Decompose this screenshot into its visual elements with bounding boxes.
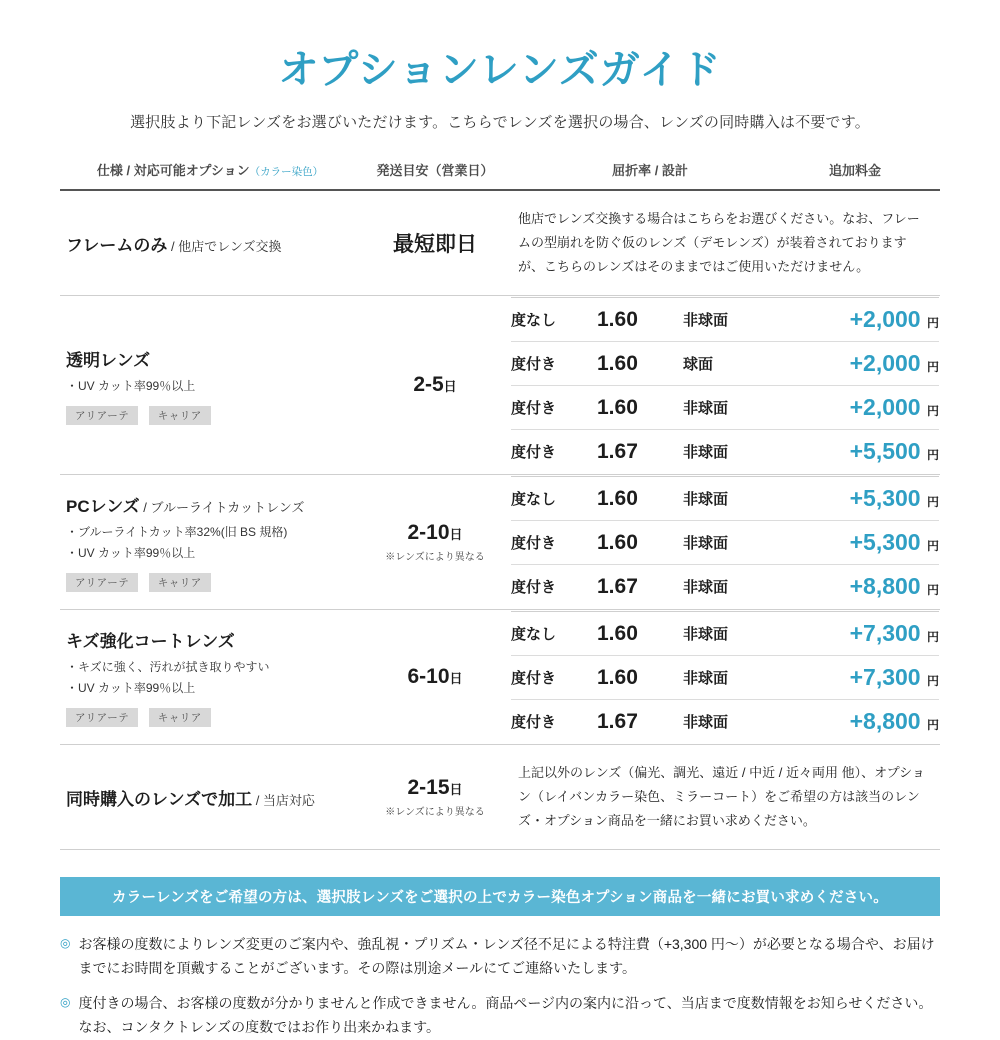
option-price-unit: 円 [926,718,939,733]
ship-unit: 日 [443,379,457,395]
option-design: 球面 [683,342,779,386]
row-title [66,346,356,371]
option-index: 1.60 [597,298,683,342]
row-spec-cell [60,475,360,610]
options-table [511,476,939,608]
footnote-text: お客様の度数によりレンズ変更のご案内や、強乱視・プリズム・レンズ径不足による特注費（+3,300 円〜）が必要となる場合や、お届けまでにお時間を頂戴することがございます。その際は別途メールにてご連絡いたします。 [78,935,935,977]
row-options-cell [510,296,940,475]
options-table [511,297,939,473]
option-price [779,430,939,474]
bullet-circle-icon: ◎ [60,935,71,950]
option-price-value: +7,300 [849,620,921,647]
option-price-value: +8,800 [849,573,921,600]
option-price [779,656,939,700]
row-title-main: 透明レンズ [66,350,151,370]
option-price-unit: 円 [926,674,939,689]
option-design: 非球面 [683,521,779,565]
row-title [66,627,356,652]
option-degree: 度付き [511,656,597,700]
ship-unit: 日 [449,782,463,798]
row-note: ・ブルーライトカット率32%(旧 BS 規格) [66,524,288,539]
ship-note: ※レンズにより異なる [385,807,485,819]
ship-value: 2-10 [407,521,450,545]
row-title [66,492,356,517]
row-note: ・UV カット率99％以上 [66,681,196,696]
ship-value: 2-15 [407,776,450,800]
option-row [511,700,939,744]
option-price-unit: 円 [926,448,939,463]
row-title-sub: / 当店対応 [252,792,315,808]
option-design: 非球面 [683,612,779,656]
option-price [779,342,939,386]
tag-badge: キャリア [149,708,211,727]
column-header-spec [60,154,360,190]
option-design: 非球面 [683,656,779,700]
option-price-unit: 円 [926,630,939,645]
option-row [511,656,939,700]
ship-unit: 日 [449,527,463,543]
row-spec-cell [60,745,360,850]
color-lens-banner: カラーレンズをご希望の方は、選択肢レンズをご選択の上でカラー染色オプション商品を一緒にお買い求めください。 [60,877,940,916]
row-description: 上記以外のレンズ（偏光、調光、遠近 / 中近 / 近々両用 他）、オプション（レイバンカラー染色、ミラーコート）をご希望の方は該当のレンズ・オプション商品を一緒にお買い求めください。 [510,745,940,850]
footnote-text: 度付きの場合、お客様の度数が分かりませんと作成できません。商品ページ内の案内に沿って、当店まで度数情報をお知らせください。なお、コンタクトレンズの度数ではお作り出来かねます。 [78,994,933,1036]
option-row [511,342,939,386]
ship-value: 2-5 [413,373,444,397]
option-degree: 度付き [511,342,597,386]
option-row [511,386,939,430]
table-row [60,296,940,475]
option-row [511,298,939,342]
option-design: 非球面 [683,477,779,521]
option-price-unit: 円 [926,360,939,375]
option-price-unit: 円 [926,539,939,554]
option-price-unit: 円 [926,583,939,598]
column-header-spec-sub: （カラー染色） [249,166,324,178]
table-bottom-divider [60,850,940,851]
option-price-value: +7,300 [849,664,921,691]
option-price-value: +2,000 [849,394,921,421]
ship-value: 6-10 [407,665,450,689]
row-title-main: 同時購入のレンズで加工 [66,789,253,809]
row-spec-cell [60,190,360,296]
ship-unit: 日 [449,671,463,687]
column-header-index: 屈折率 / 設計 [612,163,688,178]
row-tags [66,573,356,592]
tag-badge: アリアーテ [66,708,138,727]
option-degree: 度付き [511,430,597,474]
column-header-price: 追加料金 [828,163,881,178]
row-title-main: キズ強化コートレンズ [66,631,235,651]
option-degree: 度付き [511,386,597,430]
column-header-index-price [510,154,940,190]
row-ship-cell [360,190,510,296]
option-index: 1.60 [597,656,683,700]
footnote-item [60,932,940,981]
table-row [60,745,940,850]
column-header-spec-main: 仕様 / 対応可能オプション [96,163,250,178]
footnotes [60,932,940,1040]
option-degree: 度付き [511,700,597,744]
option-price [779,565,939,609]
option-design: 非球面 [683,700,779,744]
column-header-ship: 発送目安（営業日） [360,154,510,190]
table-row [60,610,940,745]
table-body [60,190,940,851]
option-degree: 度なし [511,477,597,521]
table-row [60,475,940,610]
option-price [779,700,939,744]
row-options-cell [510,610,940,745]
options-table [511,611,939,743]
row-description: 他店でレンズ交換する場合はこちらをお選びください。なお、フレームの型崩れを防ぐ仮のレンズ（デモレンズ）が装着されておりますが、こちらのレンズはそのままではご使用いただけません。 [518,211,920,275]
table-header-row [60,154,940,190]
option-row [511,612,939,656]
row-spec-cell [60,296,360,475]
option-row [511,565,939,609]
row-tags [66,708,356,727]
row-ship-cell [360,745,510,850]
row-note: ・UV カット率99％以上 [66,378,196,393]
option-design: 非球面 [683,386,779,430]
option-price [779,477,939,521]
ship-note: ※レンズにより異なる [385,552,485,564]
option-price-value: +2,000 [849,306,921,333]
option-degree: 度付き [511,565,597,609]
row-title-main: PCレンズ [66,496,140,516]
bullet-circle-icon: ◎ [60,994,71,1009]
option-design: 非球面 [683,430,779,474]
option-index: 1.67 [597,700,683,744]
table-row [60,190,940,296]
option-row [511,521,939,565]
option-price [779,521,939,565]
option-index: 1.60 [597,342,683,386]
row-note: ・キズに強く、汚れが拭き取りやすい [66,659,270,674]
page-title: オプションレンズガイド [278,48,722,92]
row-tags [66,406,356,425]
footnote-item [60,991,940,1040]
option-price-unit: 円 [926,316,939,331]
tag-badge: アリアーテ [66,573,138,592]
row-title-sub: / 他店でレンズ交換 [167,238,282,254]
option-row [511,430,939,474]
option-price [779,298,939,342]
row-title-main: フレームのみ [66,235,168,255]
option-index: 1.67 [597,430,683,474]
option-price-value: +2,000 [849,350,921,377]
option-index: 1.67 [597,565,683,609]
row-spec-cell [60,610,360,745]
option-row [511,477,939,521]
row-title-sub: / ブルーライトカットレンズ [139,499,305,515]
option-index: 1.60 [597,386,683,430]
option-price [779,386,939,430]
option-index: 1.60 [597,477,683,521]
ship-value: 最短即日 [393,233,477,257]
row-note: ・UV カット率99％以上 [66,546,196,561]
option-degree: 度なし [511,298,597,342]
option-index: 1.60 [597,521,683,565]
row-options-cell [510,475,940,610]
option-price-value: +8,800 [849,708,921,735]
option-design: 非球面 [683,298,779,342]
option-price [779,612,939,656]
lens-guide-table [60,154,940,851]
option-degree: 度付き [511,521,597,565]
option-index: 1.60 [597,612,683,656]
tag-badge: キャリア [149,573,211,592]
page-subtitle: 選択肢より下記レンズをお選びいただけます。こちらでレンズを選択の場合、レンズの同時購入は不要です。 [130,114,870,131]
row-title [66,785,356,810]
option-price-value: +5,300 [849,485,921,512]
tag-badge: アリアーテ [66,406,138,425]
row-ship-cell [360,475,510,610]
option-price-unit: 円 [926,495,939,510]
row-ship-cell [360,610,510,745]
row-ship-cell [360,296,510,475]
option-design: 非球面 [683,565,779,609]
row-title [66,231,356,256]
tag-badge: キャリア [149,406,211,425]
option-price-unit: 円 [926,404,939,419]
option-price-value: +5,300 [849,529,921,556]
option-price-value: +5,500 [849,438,921,465]
option-degree: 度なし [511,612,597,656]
